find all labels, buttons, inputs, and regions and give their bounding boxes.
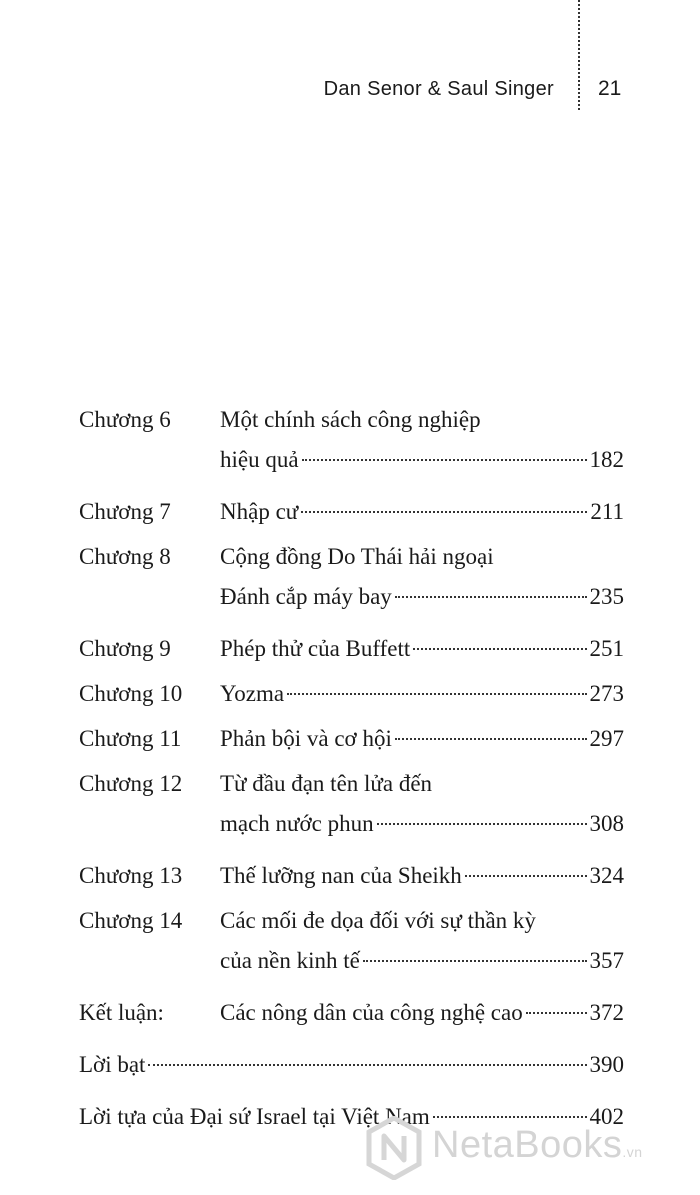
chapter-label: Chương 12	[79, 771, 183, 796]
chapter-label: Chương 14	[79, 908, 183, 933]
chapter-label: Chương 10	[79, 681, 183, 706]
watermark-text: NetaBooks.vn	[432, 1124, 643, 1166]
entry-page-number: 251	[589, 636, 624, 661]
toc-entry	[79, 901, 624, 981]
entry-page-number: 235	[589, 584, 624, 609]
chapter-label: Chương 6	[79, 407, 171, 432]
dot-leader	[395, 738, 587, 740]
title-text: Phản bội và cơ hội	[220, 726, 392, 751]
toc-entry	[79, 993, 624, 1033]
entry-title	[220, 674, 624, 714]
title-last-line	[220, 674, 624, 714]
entry-page-number: 402	[589, 1104, 624, 1129]
entry-title	[220, 993, 624, 1033]
title-text: hiệu quả	[220, 447, 299, 472]
chapter-label: Chương 11	[79, 726, 182, 751]
toc-entry	[79, 764, 624, 844]
entry-title	[220, 901, 624, 981]
entry-page-number: 297	[589, 726, 624, 751]
dot-leader	[395, 596, 587, 598]
table-of-contents	[79, 400, 624, 1137]
toc-entry	[79, 400, 624, 480]
entry-title	[220, 492, 624, 532]
title-last-line	[220, 629, 624, 669]
entry-page-number: 357	[589, 948, 624, 973]
title-text: mạch nước phun	[220, 811, 374, 836]
title-last-line	[220, 440, 624, 480]
entry-page-number: 324	[589, 863, 624, 888]
dot-leader	[301, 511, 587, 513]
dot-leader	[413, 648, 586, 650]
title-text: Yozma	[220, 681, 285, 706]
title-text: Lời tựa của Đại sứ Israel tại Việt Nam	[79, 1104, 430, 1129]
header-dotted-divider	[578, 0, 580, 110]
toc-entry	[79, 674, 624, 714]
title-text: của nền kinh tế	[220, 948, 360, 973]
toc-entry	[79, 856, 624, 896]
entry-page-number: 182	[589, 447, 624, 472]
chapter-label: Chương 7	[79, 499, 171, 524]
title-line: Cộng đồng Do Thái hải ngoại	[220, 544, 494, 569]
title-last-line	[220, 941, 624, 981]
entry-page-number: 308	[589, 811, 624, 836]
title-text: Đánh cắp máy bay	[220, 584, 392, 609]
title-last-line	[220, 856, 624, 896]
toc-entry	[79, 629, 624, 669]
title-line: Một chính sách công nghiệp	[220, 407, 481, 432]
title-text: Lời bạt	[79, 1052, 146, 1077]
entry-title	[220, 537, 624, 617]
dot-leader	[302, 459, 587, 461]
title-last-line	[220, 719, 624, 759]
chapter-label: Chương 13	[79, 863, 183, 888]
watermark	[366, 1112, 696, 1184]
title-text: Nhập cư	[220, 499, 299, 524]
toc-entry-full	[79, 1045, 624, 1085]
title-last-line	[220, 993, 624, 1033]
dot-leader	[526, 1012, 587, 1014]
dot-leader	[465, 875, 587, 877]
title-last-line	[220, 804, 624, 844]
title-text: Phép thử của Buffett	[220, 636, 411, 661]
entry-page-number: 273	[589, 681, 624, 706]
entry-title	[220, 764, 624, 844]
running-header-author: Dan Senor & Saul Singer	[323, 78, 554, 100]
chapter-label: Kết luận:	[79, 1000, 164, 1025]
entry-title	[220, 719, 624, 759]
toc-entry	[79, 719, 624, 759]
title-line: Các mối đe dọa đối với sự thần kỳ	[220, 908, 536, 933]
title-text: Thế lưỡng nan của Sheikh	[220, 863, 462, 888]
toc-entry	[79, 537, 624, 617]
dot-leader	[377, 823, 587, 825]
entry-page-number: 390	[589, 1052, 624, 1077]
entry-title	[220, 629, 624, 669]
title-text: Các nông dân của công nghệ cao	[220, 1000, 523, 1025]
entry-page-number: 372	[589, 1000, 624, 1025]
title-last-line	[220, 492, 624, 532]
book-logo-icon	[366, 1116, 422, 1180]
entry-title	[220, 856, 624, 896]
title-last-line	[220, 577, 624, 617]
title-line: Từ đầu đạn tên lửa đến	[220, 771, 433, 796]
dot-leader	[148, 1064, 586, 1066]
chapter-label: Chương 8	[79, 544, 171, 569]
dot-leader	[287, 693, 586, 695]
entry-title	[220, 400, 624, 480]
toc-entry	[79, 492, 624, 532]
chapter-label: Chương 9	[79, 636, 171, 661]
dot-leader	[363, 960, 587, 962]
page-number: 21	[598, 77, 622, 100]
entry-page-number: 211	[590, 499, 624, 524]
